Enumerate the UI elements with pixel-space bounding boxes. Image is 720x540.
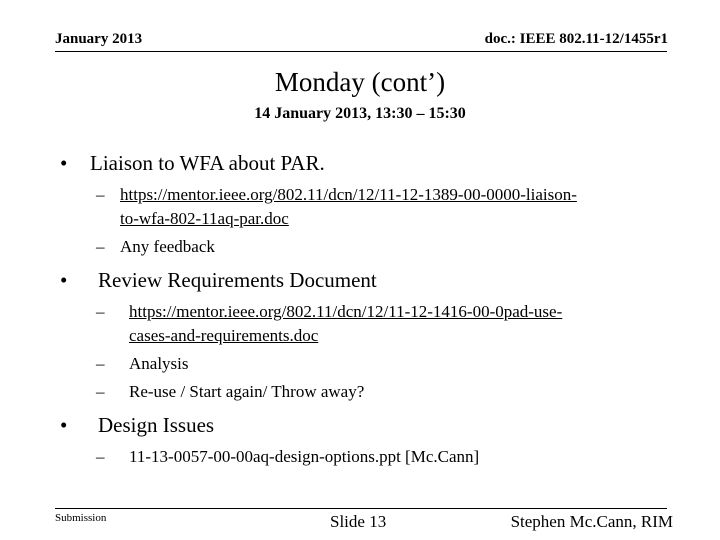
list-item-design-options: 11-13-0057-00-00aq-design-options.ppt [Mc.Cann]: [129, 447, 480, 466]
dash-icon: –: [96, 447, 105, 466]
dash-icon: –: [96, 382, 105, 401]
dash-icon: –: [96, 302, 105, 321]
list-item-any-feedback: Any feedback: [120, 237, 215, 256]
section-title-design: Design Issues: [98, 413, 215, 437]
slide-title: Monday (cont’): [274, 67, 446, 97]
slide-subtitle: 14 January 2013, 13:30 – 15:30: [254, 105, 466, 122]
dash-icon: –: [96, 354, 105, 373]
footer-slide-number: Slide 13: [330, 512, 387, 531]
list-item-analysis: Analysis: [129, 354, 189, 373]
requirements-doc-link[interactable]: https://mentor.ieee.org/802.11/dcn/12/11-12-1416-00-0pad-use-: [129, 302, 563, 321]
footer-author: Stephen Mc.Cann, RIM: [510, 512, 673, 531]
footer-rule: [55, 508, 667, 509]
header-doc-id: doc.: IEEE 802.11-12/1455r1: [484, 31, 668, 47]
header-date: January 2013: [55, 31, 143, 47]
liaison-doc-link[interactable]: https://mentor.ieee.org/802.11/dcn/12/11-12-1389-00-0000-liaison-: [120, 185, 577, 204]
requirements-doc-link-continued[interactable]: cases-and-requirements.doc: [129, 326, 319, 345]
list-item-reuse: Re-use / Start again/ Throw away?: [129, 382, 365, 401]
section-title-liaison: Liaison to WFA about PAR.: [90, 151, 325, 175]
dash-icon: –: [96, 185, 105, 204]
header-rule: [55, 51, 667, 52]
section-title-review: Review Requirements Document: [98, 268, 377, 292]
bullet-icon: •: [60, 413, 68, 437]
liaison-doc-link-continued[interactable]: to-wfa-802-11aq-par.doc: [120, 209, 289, 228]
bullet-icon: •: [60, 151, 68, 175]
dash-icon: –: [96, 237, 105, 256]
footer-submission: Submission: [55, 512, 107, 524]
bullet-icon: •: [60, 268, 68, 292]
